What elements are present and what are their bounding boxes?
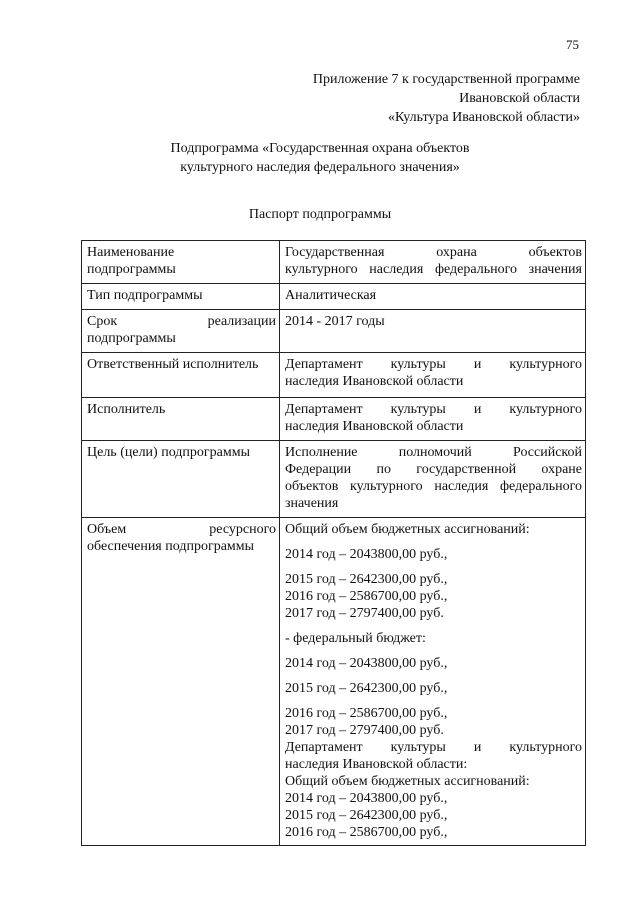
value-cell-term: 2014 - 2017 годы	[280, 310, 586, 353]
value-cell-goal	[280, 441, 586, 518]
funding-line: 2017 год – 2797400,00 руб.	[285, 723, 444, 738]
table-row-term	[82, 310, 586, 353]
table-row-funding	[82, 518, 586, 846]
cell-line: подпрограммы	[87, 262, 176, 277]
passport-table	[81, 240, 586, 846]
cell-line: значения	[285, 496, 339, 511]
appendix-line: Ивановской области	[459, 91, 580, 106]
subprogram-title-line: культурного наследия федерального значения»	[180, 160, 460, 175]
funding-line: 2014 год – 2043800,00 руб.,	[285, 547, 448, 562]
cell-line: наследия Ивановской области	[285, 374, 464, 389]
table-row-type	[82, 284, 586, 310]
funding-line: 2015 год – 2642300,00 руб.,	[285, 808, 448, 823]
label-cell-type: Тип подпрограммы	[82, 284, 280, 310]
funding-line: Общий объем бюджетных ассигнований:	[285, 774, 530, 789]
cell-line: Исполнение полномочий Российской	[285, 445, 582, 460]
cell-line: обеспечения подпрограммы	[87, 539, 255, 554]
subprogram-title	[0, 139, 640, 177]
value-cell-name	[280, 241, 586, 284]
label-cell-goal: Цель (цели) подпрограммы	[82, 441, 280, 518]
funding-line: 2015 год – 2642300,00 руб.,	[285, 681, 448, 696]
label-cell-name	[82, 241, 280, 284]
funding-line: 2016 год – 2586700,00 руб.,	[285, 706, 448, 721]
funding-line: 2015 год – 2642300,00 руб.,	[285, 572, 448, 587]
subprogram-title-line: Подпрограмма «Государственная охрана объектов	[170, 141, 470, 156]
cell-line: Департамент культуры и культурного	[285, 402, 582, 417]
label-cell-responsible: Ответственный исполнитель	[82, 353, 280, 398]
table-row-name	[82, 241, 586, 284]
cell-line: объектов культурного наследия федерального	[285, 479, 582, 494]
funding-line: наследия Ивановской области:	[285, 757, 468, 772]
funding-line: 2017 год – 2797400,00 руб.	[285, 606, 444, 621]
cell-line: Государственная охрана объектов	[285, 245, 582, 260]
appendix-line: «Культура Ивановской области»	[387, 110, 580, 125]
funding-line: Общий объем бюджетных ассигнований:	[285, 522, 530, 537]
funding-line: 2014 год – 2043800,00 руб.,	[285, 656, 448, 671]
label-cell-funding	[82, 518, 280, 846]
value-cell-type: Аналитическая	[280, 284, 586, 310]
table-row-responsible	[82, 353, 586, 398]
table-row-goal	[82, 441, 586, 518]
page-number: 75	[566, 37, 579, 52]
table-row-executor	[82, 398, 586, 441]
appendix-header	[160, 70, 580, 127]
funding-line: - федеральный бюджет:	[285, 631, 426, 646]
cell-line: культурного наследия федерального значения	[285, 262, 582, 277]
cell-line: Наименование	[87, 245, 175, 260]
funding-line: Департамент культуры и культурного	[285, 740, 582, 755]
label-cell-executor: Исполнитель	[82, 398, 280, 441]
funding-line: 2014 год – 2043800,00 руб.,	[285, 791, 448, 806]
cell-line: подпрограммы	[87, 331, 176, 346]
value-cell-responsible	[280, 353, 586, 398]
cell-line: наследия Ивановской области	[285, 419, 464, 434]
funding-line: 2016 год – 2586700,00 руб.,	[285, 825, 448, 840]
passport-title: Паспорт подпрограммы	[248, 207, 392, 222]
label-cell-term	[82, 310, 280, 353]
value-cell-executor	[280, 398, 586, 441]
cell-line: Объем ресурсного	[87, 522, 276, 537]
cell-line: Срок реализации	[87, 314, 276, 329]
cell-line: Федерации по государственной охране	[285, 462, 582, 477]
value-cell-funding	[280, 518, 586, 846]
appendix-line: Приложение 7 к государственной программе	[312, 72, 580, 87]
funding-line: 2016 год – 2586700,00 руб.,	[285, 589, 448, 604]
cell-line: Департамент культуры и культурного	[285, 357, 582, 372]
